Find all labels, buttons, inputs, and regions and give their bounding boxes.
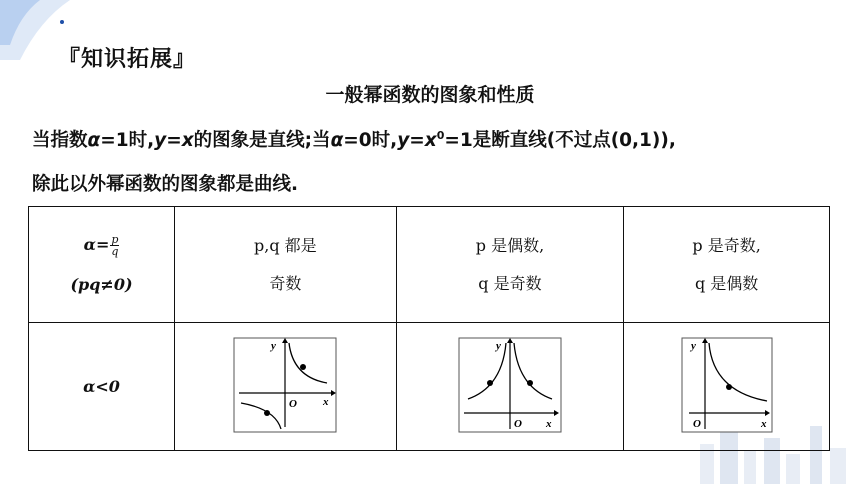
graph-even-odd	[458, 337, 562, 433]
graph-cell-even-odd	[396, 323, 624, 451]
header-alpha-cell: α= $\frac{p}{q}$ (pq≠0)	[29, 207, 175, 323]
table-graph-row	[29, 323, 830, 451]
header-p-odd-cell: p 是奇数, q 是偶数	[624, 207, 830, 323]
graph-cell-odd-even	[624, 323, 830, 451]
paragraph-line-2: 除此以外幂函数的图象都是曲线.	[32, 174, 299, 195]
graph-odd-even	[681, 337, 773, 433]
x-axis-label: x	[545, 417, 552, 430]
page-subtitle: 一般幂函数的图象和性质	[325, 84, 535, 106]
x-axis-label: x	[323, 395, 329, 408]
paragraph-line-1: 当指数α=1时,y=x的图象是直线;当α=0时$,y=x^0=1$是断直线(不过点(0,1)),	[32, 128, 676, 151]
section-title: 『知识拓展』	[58, 47, 197, 72]
fraction-p-over-q: $\frac{p}{q}$	[111, 233, 119, 259]
origin-label: O	[289, 397, 298, 410]
header-p-even-cell: p 是偶数, q 是奇数	[396, 207, 624, 323]
point-marker	[264, 410, 270, 416]
origin-label: O	[692, 417, 701, 430]
y-axis-label: y	[690, 339, 696, 352]
graph-cell-odd-odd	[175, 323, 397, 451]
y-axis-label: y	[495, 339, 501, 352]
point-marker	[487, 380, 493, 386]
point-marker	[726, 384, 732, 390]
condition-label: (pq≠0)	[70, 275, 133, 295]
power-function-table	[28, 206, 830, 451]
row-label-cell	[29, 323, 175, 451]
graph-odd-odd	[233, 337, 337, 433]
origin-label: O	[513, 417, 522, 430]
y-axis-label: y	[271, 339, 277, 352]
alpha-negative-label: α<0	[83, 377, 120, 396]
point-marker	[300, 364, 306, 370]
point-marker	[527, 380, 533, 386]
table-header-row	[29, 207, 830, 323]
header-both-odd-cell: p,q 都是 奇数	[175, 207, 397, 323]
x-axis-label: x	[760, 417, 767, 430]
